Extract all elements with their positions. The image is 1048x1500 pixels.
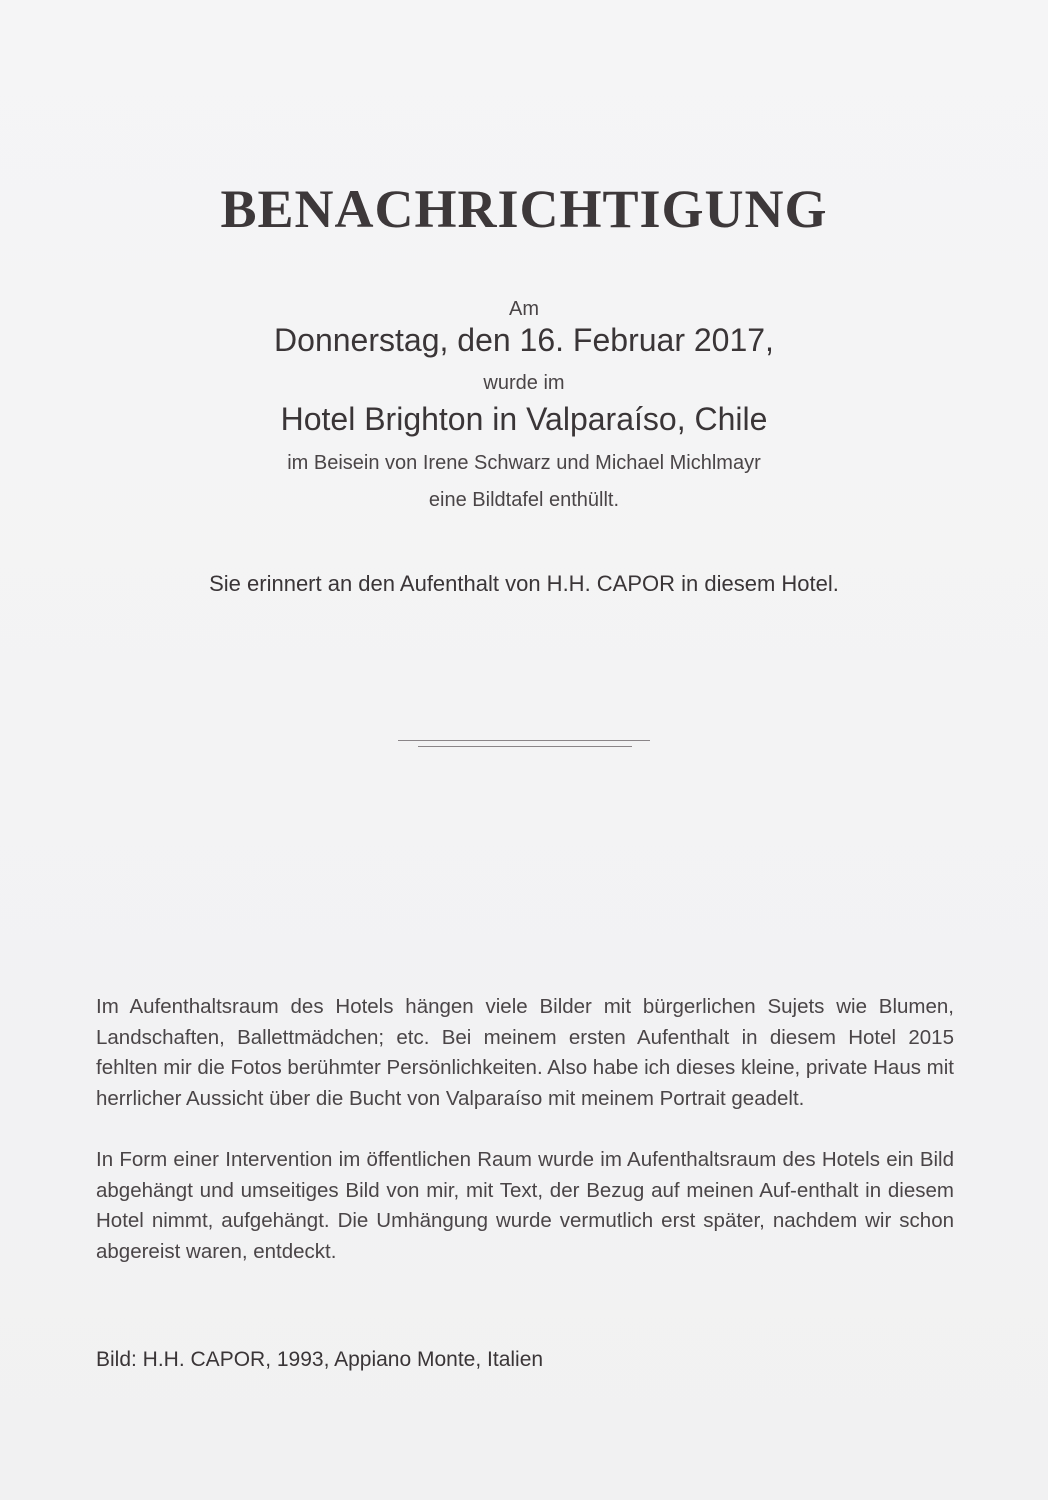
intro-am: Am [509,298,539,320]
presence-line: im Beisein von Irene Schwarz und Michael Michlmayr [287,452,761,474]
image-caption: Bild: H.H. CAPOR, 1993, Appiano Monte, Italien [96,1348,544,1371]
event-date: Donnerstag, den 16. Februar 2017, [274,322,774,358]
intro-wurde: wurde im [483,372,565,394]
body-paragraph-1: Im Aufenthaltsraum des Hotels hängen viele Bilder mit bürgerlichen Sujets wie Blumen, Landschaften, Ballettmädchen; etc. Bei meinem ersten Aufenthalt in diesem Hotel 2015 fehlten mir die Fotos berühmter Persönlichkeiten. Also habe ich dieses kleine, private Haus mit herrlicher Aussicht über die Bucht von Valparaíso mit meinem Portrait geadelt. [96,995,955,1110]
document-title: BENACHRICHTIGUNG [220,179,828,239]
divider-line-secondary [418,746,632,747]
unveiled-line: eine Bildtafel enthüllt. [428,489,620,511]
reminder-line: Sie erinnert an den Aufenthalt von H.H. CAPOR in diesem Hotel. [209,571,839,596]
divider-line [398,740,650,741]
event-location: Hotel Brighton in Valparaíso, Chile [280,401,768,437]
body-paragraph-2: In Form einer Intervention im öffentlichen Raum wurde im Aufenthaltsraum des Hotels ein Bild abgehängt und umseitiges Bild von mir, mit Text, der Bezug auf meinen Auf-enthalt in diesem Hotel nimmt, aufgehängt. Die Umhängung wurde vermutlich erst später, nachdem wir schon abgereist waren, entdeckt. [96,1148,954,1263]
